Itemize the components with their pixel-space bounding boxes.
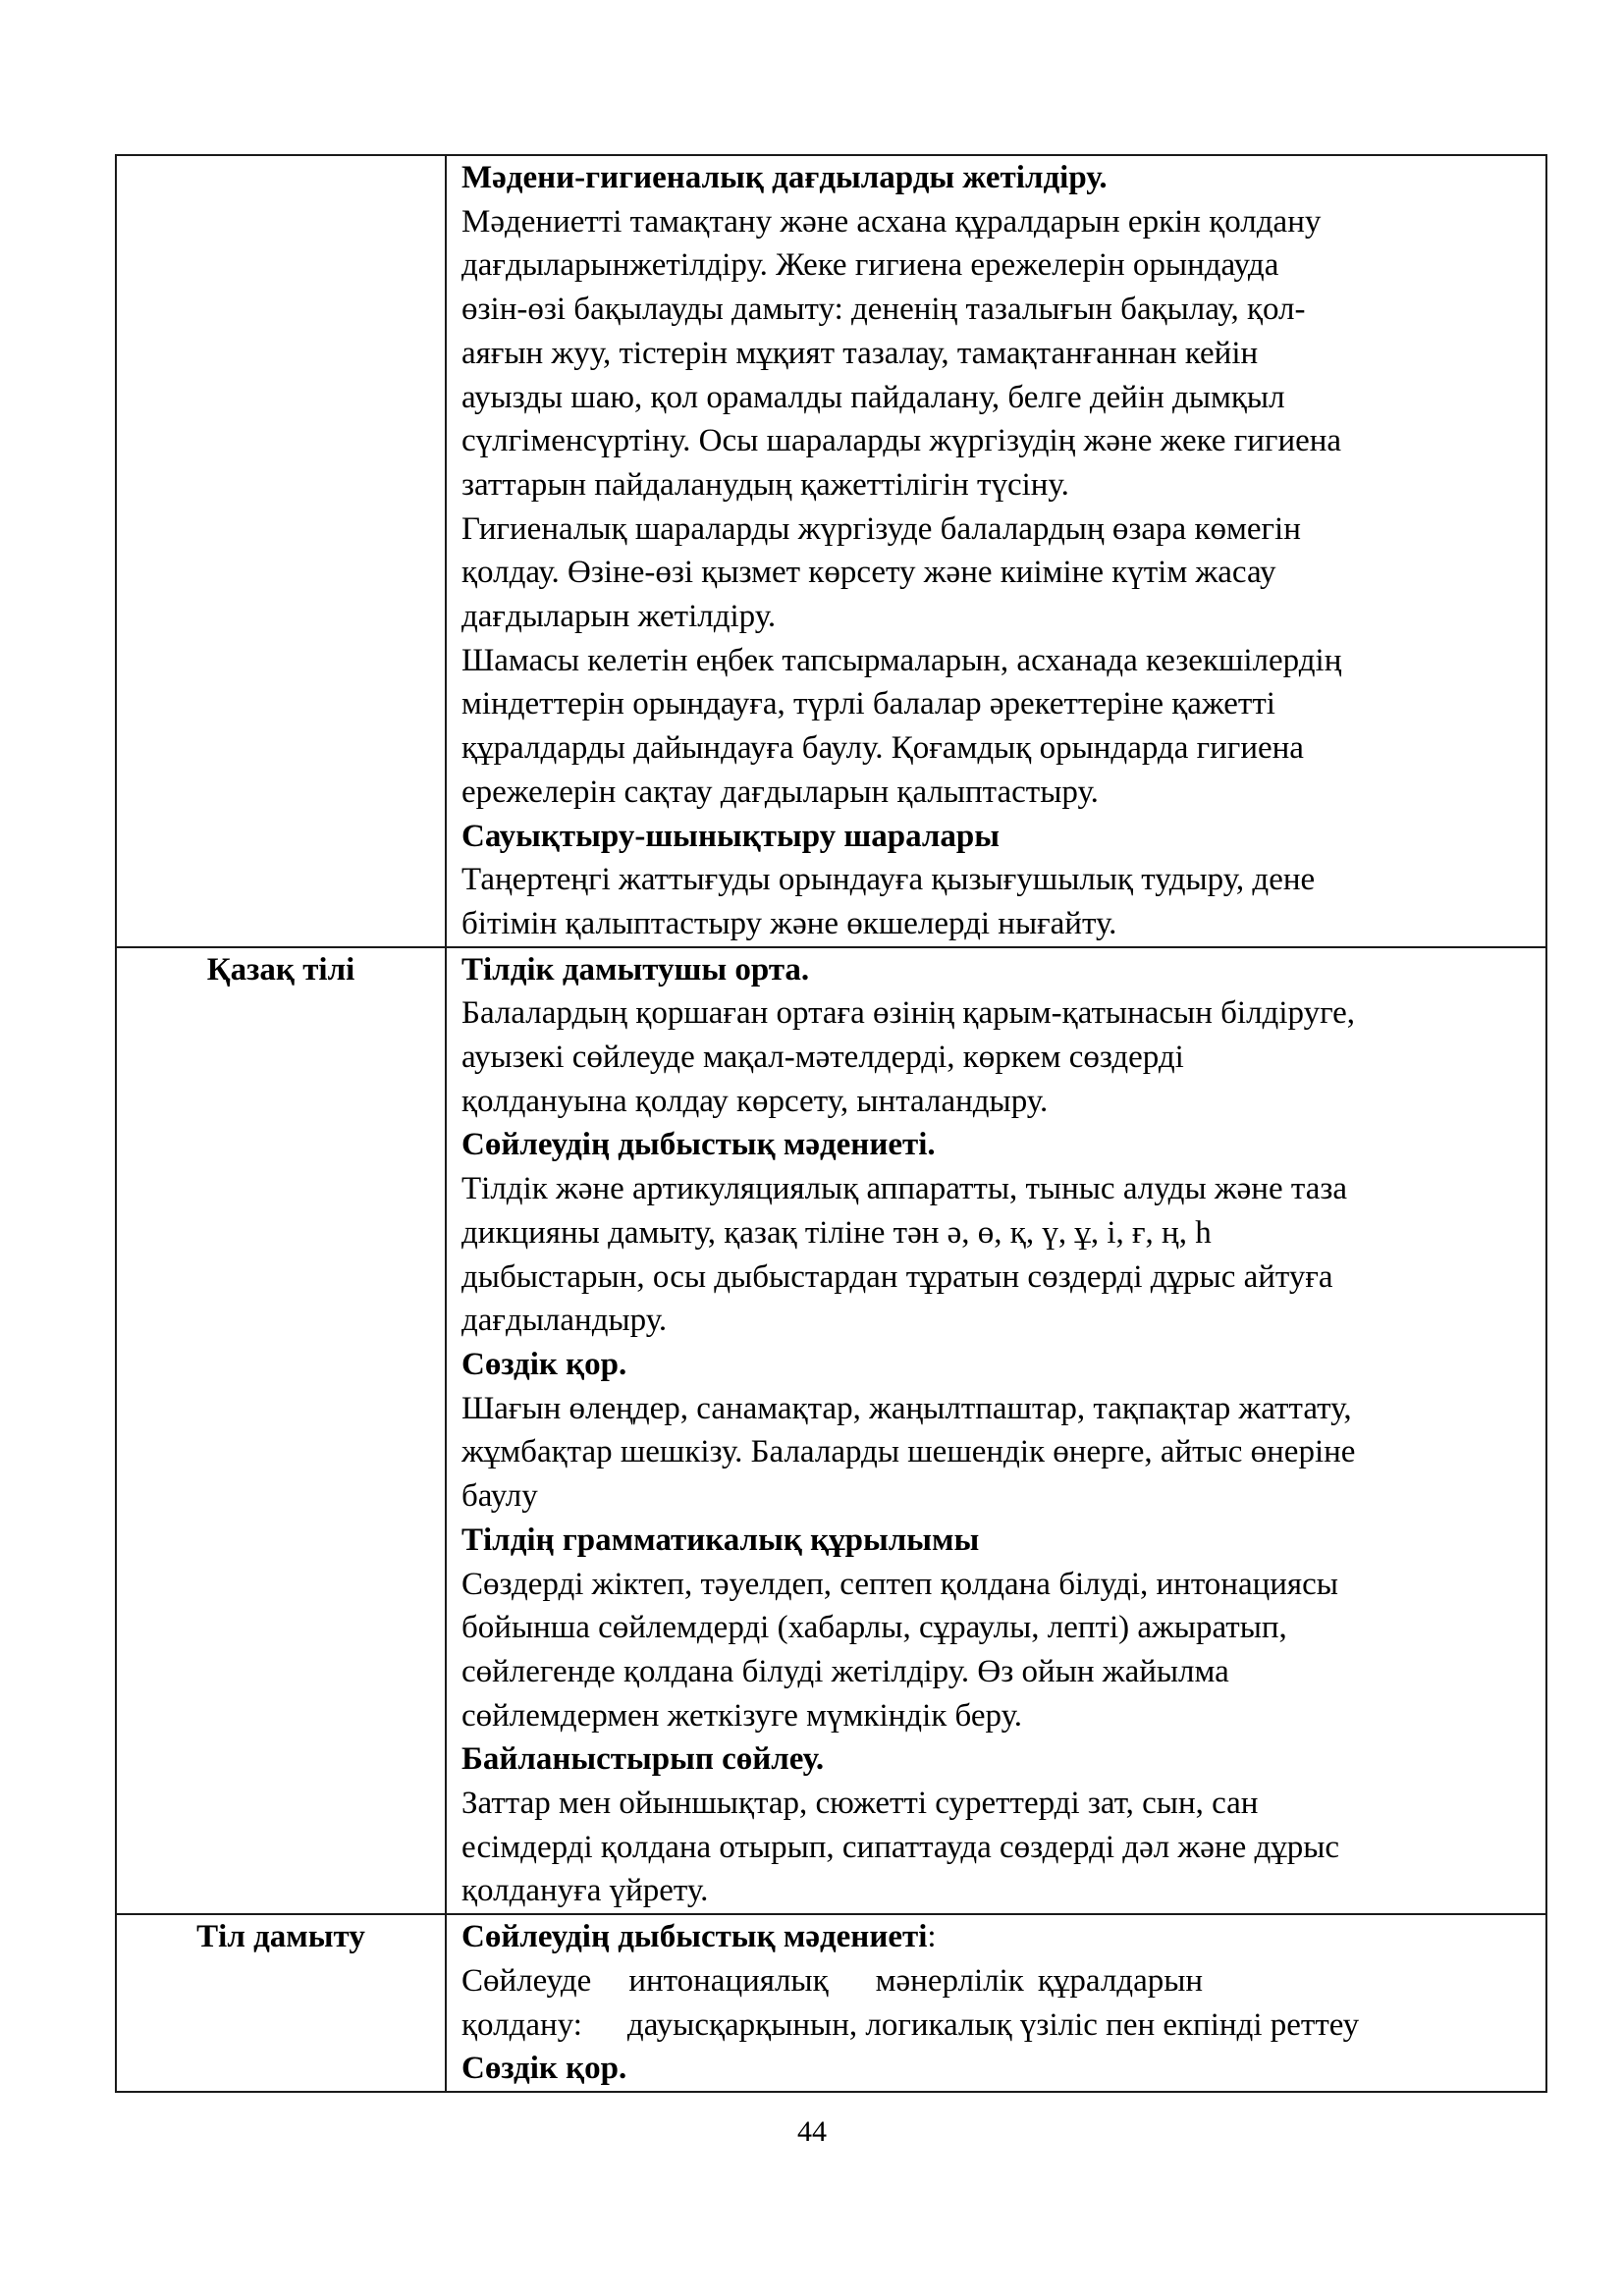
word: дауысқарқынын, логикалық үзіліс пен екпінді реттеу [626,2006,1360,2043]
text-line: Балалардың қоршаған ортаға өзінің қарым-қатынасын білдіруге, [461,995,1356,1032]
text-line: ауызды шаю, қол орамалды пайдалану, белге дейін дымқыл [461,379,1285,415]
word: мәнерлілік [875,1962,1024,1999]
section-heading: Тілдік дамытушы орта. [461,951,810,988]
curriculum-table [115,154,1547,2093]
text-line: есімдерді қолдана отырып, сипаттауда сөздерді дәл және дұрыс [461,1829,1340,1865]
table-row [116,155,1546,947]
word: құралдарын [1037,1962,1204,1999]
table-row [116,1914,1546,2092]
text-line: дикцияны дамыту, қазақ тіліне тән ә, ө, қ, ү, ұ, і, ғ, ң, һ [461,1214,1212,1251]
text-line [461,2003,1536,2048]
page-number: 44 [797,2115,827,2148]
subject-label: Тіл дамыту [196,1919,365,1955]
section-heading: Сөйлеудің дыбыстық мәдениеті. [461,1127,936,1163]
text-line: аяғын жуу, тістерін мұқият тазалау, тамақтанғаннан кейін [461,335,1259,371]
word: қолдану: [461,2006,582,2043]
text-line: бітімін қалыптастыру және өкшелерді нығайту. [461,905,1117,941]
text-line: Шамасы келетін еңбек тапсырмаларын, асханада кезекшілердің [461,642,1342,678]
text-line: дағдыландыру. [461,1303,668,1339]
text-line: Шағын өлеңдер, санамақтар, жаңылтпаштар, тақпақтар жаттату, [461,1390,1352,1426]
section-heading: Сөздік қор. [461,1346,627,1382]
subject-cell [116,155,446,947]
content-cell [446,1914,1546,2092]
text-line: сүлгіменсүртіну. Осы шараларды жүргізудің және жеке гигиена [461,423,1342,459]
text-line: Заттар мен ойыншықтар, сюжетті суреттерді зат, сын, сан [461,1786,1259,1822]
text-line: өзін-өзі бақылауды дамыту: дененің тазалығын бақылау, қол- [461,292,1306,328]
text-line: қолдануына қолдау көрсету, ынталандыру. [461,1083,1049,1119]
heading-colon: : [927,1919,937,1955]
text-line: міндеттерін орындауға, түрлі балалар әрекеттеріне қажетті [461,686,1275,722]
text-line [461,1959,1536,2003]
text-line: Тілдік және артикуляциялық аппаратты, тыныс алуды және таза [461,1171,1348,1207]
text-line: ережелерін сақтау дағдыларын қалыптастыру. [461,774,1099,810]
word: интонациялық [628,1962,829,1999]
text-line: сөйлегенде қолдана білуді жетілдіру. Өз ойын жайылма [461,1653,1229,1689]
text-line: құралдарды дайындауға баулу. Қоғамдық орындарда гигиена [461,730,1304,767]
word: Сөйлеуде [461,1962,592,1999]
content-cell [446,155,1546,947]
section-heading: Тілдің грамматикалық құрылымы [461,1522,980,1558]
table-row [116,947,1546,1914]
text-line: Таңертеңгі жаттығуды орындауға қызығушылық тудыру, дене [461,862,1316,898]
subject-label: Қазақ тілі [206,951,355,988]
text-line: заттарын пайдаланудың қажеттілігін түсіну. [461,466,1069,503]
section-heading: Сауықтыру-шынықтыру шаралары [461,818,1001,854]
text-line: қолдау. Өзіне-өзі қызмет көрсету және киіміне күтім жасау [461,555,1276,591]
text-line: дағдыларынжетілдіру. Жеке гигиена ережелерін орындауда [461,247,1279,284]
text-line: дыбыстарын, осы дыбыстардан тұратын сөздерді дұрыс айтуға [461,1258,1333,1295]
section-heading-line [461,1915,1536,1959]
section-heading: Сөздік қор. [461,2051,627,2087]
text-line: дағдыларын жетілдіру. [461,599,777,635]
text-line: жұмбақтар шешкізу. Балаларды шешендік өнерге, айтыс өнеріне [461,1434,1356,1470]
text-line: Сөздерді жіктеп, тәуелдеп, септеп қолдана білуді, интонациясы [461,1566,1338,1602]
text-line: ауызекі сөйлеуде мақал-мәтелдерді, көркем сөздерді [461,1040,1184,1076]
subject-cell [116,1914,446,2092]
text-line: сөйлемдермен жеткізуге мүмкіндік беру. [461,1697,1023,1734]
subject-cell [116,947,446,1914]
text-line: қолдануға үйрету. [461,1873,709,1909]
section-heading: Сөйлеудің дыбыстық мәдениеті [461,1919,928,1955]
section-heading: Байланыстырып сөйлеу. [461,1741,825,1778]
section-heading: Мәдени-гигиеналық дағдыларды жетілдіру. [461,160,1108,195]
content-cell [446,947,1546,1914]
text-line: баулу [461,1478,538,1515]
text-line: бойынша сөйлемдерді (хабарлы, сұраулы, лепті) ажыратып, [461,1610,1287,1646]
text-line: Мәдениетті тамақтану және асхана құралдарын еркін қолдану [461,203,1322,240]
text-line: Гигиеналық шараларды жүргізуде балалардың өзара көмегін [461,510,1301,547]
